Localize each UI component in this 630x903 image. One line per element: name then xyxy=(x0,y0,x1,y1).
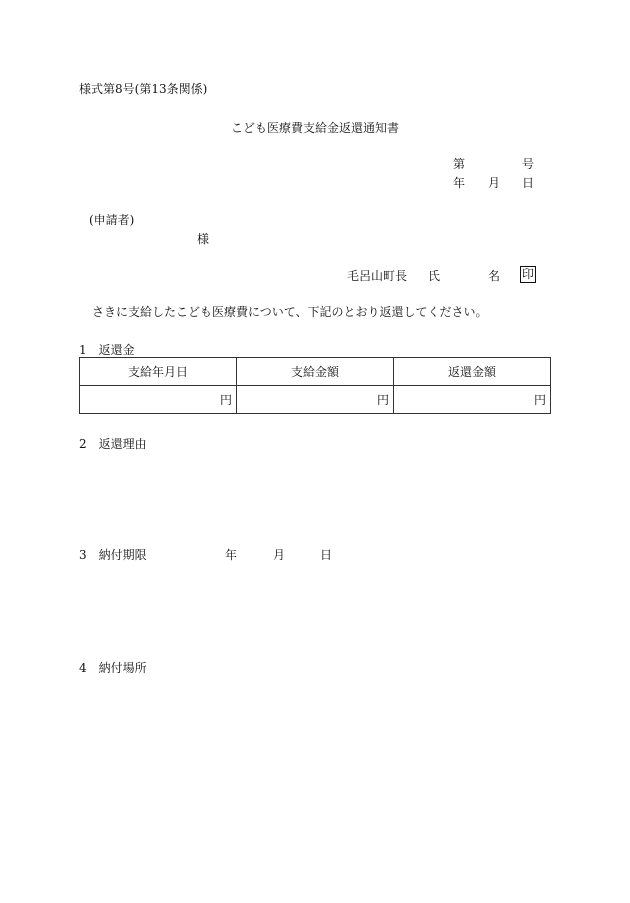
column-header-payment-date: 支給年月日 xyxy=(80,358,237,386)
column-header-payment-amount: 支給金額 xyxy=(237,358,394,386)
document-number-suffix: 号 xyxy=(522,157,535,171)
section-1-title: 1 返還金 xyxy=(79,343,135,357)
issue-date-month: 月 xyxy=(488,176,501,190)
refund-table xyxy=(79,357,551,414)
deadline-year: 年 xyxy=(225,548,238,562)
form-number: 様式第8号(第13条関係) xyxy=(79,82,208,96)
issuer-name-mei: 名 xyxy=(488,269,501,283)
document-number-prefix: 第 xyxy=(453,157,466,171)
issue-date-day: 日 xyxy=(522,176,535,190)
issue-date-year: 年 xyxy=(453,176,466,190)
deadline-day: 日 xyxy=(320,548,333,562)
notice-text: さきに支給したこども医療費について、下記のとおり返還してください。 xyxy=(92,305,488,319)
section-4-title: 4 納付場所 xyxy=(79,661,147,675)
applicant-label: (申請者) xyxy=(89,213,135,227)
seal-mark: 印 xyxy=(522,267,535,281)
recipient-honorific: 様 xyxy=(197,232,210,246)
deadline-month: 月 xyxy=(273,548,286,562)
cell-payment-date-unit: 円 xyxy=(80,386,237,414)
cell-payment-amount-unit: 円 xyxy=(237,386,394,414)
document-title: こども医療費支給金返還通知書 xyxy=(230,121,399,135)
cell-refund-amount-unit: 円 xyxy=(394,386,551,414)
column-header-refund-amount: 返還金額 xyxy=(394,358,551,386)
issuer-title: 毛呂山町長 xyxy=(347,269,408,283)
issuer-name-shi: 氏 xyxy=(428,269,441,283)
section-3-title: 3 納付期限 xyxy=(79,548,147,562)
section-2-title: 2 返還理由 xyxy=(79,437,147,451)
table-header-row xyxy=(80,358,551,386)
table-row xyxy=(80,386,551,414)
